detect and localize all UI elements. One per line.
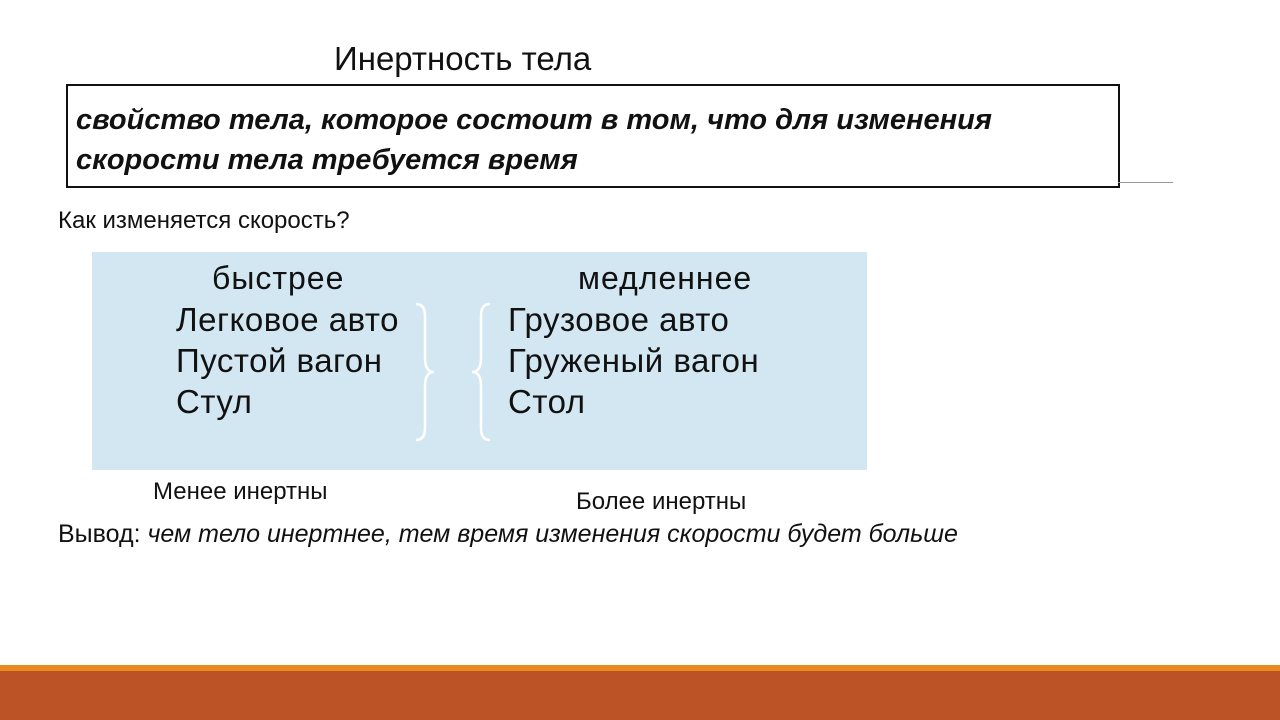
conclusion-prefix: Вывод: bbox=[58, 520, 148, 548]
definition-box bbox=[66, 84, 1120, 188]
slower-item: Грузовое авто bbox=[508, 301, 730, 338]
closing-brace-icon bbox=[414, 302, 438, 442]
conclusion-text: чем тело инертнее, тем время изменения скорости будет больше bbox=[147, 520, 958, 548]
faster-item: Легковое авто bbox=[176, 301, 399, 338]
opening-brace-icon bbox=[468, 302, 492, 442]
comparison-panel bbox=[92, 252, 867, 470]
faster-item: Пустой вагон bbox=[176, 342, 383, 379]
conclusion bbox=[58, 520, 958, 549]
more-inert-label: Более инертны bbox=[576, 488, 747, 515]
slower-item: Стол bbox=[508, 383, 586, 420]
faster-item: Стул bbox=[176, 383, 253, 420]
definition-underline bbox=[1118, 182, 1173, 183]
less-inert-label: Менее инертны bbox=[153, 478, 328, 505]
slide-title: Инертность тела bbox=[334, 40, 592, 77]
footer-bar bbox=[0, 671, 1280, 720]
question-text: Как изменяется скорость? bbox=[58, 207, 350, 234]
faster-header: быстрее bbox=[212, 260, 345, 296]
slower-header: медленнее bbox=[578, 260, 753, 296]
slower-item: Груженый вагон bbox=[508, 342, 760, 379]
definition-text: свойство тела, которое состоит в том, что для изменения скорости тела требуется время bbox=[76, 104, 992, 176]
